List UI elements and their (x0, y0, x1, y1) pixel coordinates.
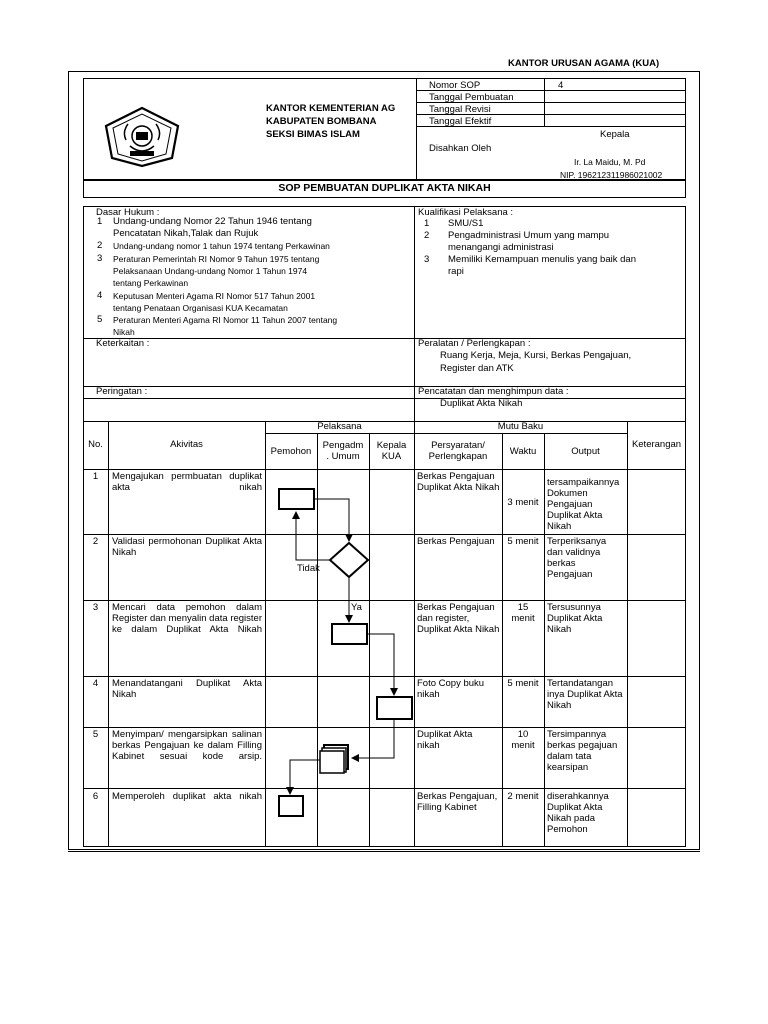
kualifikasi-no: 1 (424, 218, 430, 229)
tanggal-revisi-label: Tanggal Revisi (429, 104, 491, 115)
row-output: diserahkannya Duplikat Akta Nikah pada Pemohon (547, 791, 609, 835)
row-activity: Menyimpan/ mengarsipkan salinan berkas Pengajuan ke dalam Filling Kabinet sesuai kode arsip. (112, 729, 262, 762)
flow-label-tidak: Tidak (297, 563, 320, 574)
header-output: Output (571, 446, 600, 457)
dasar-line: Pelaksanaan Undang-undang Nomor 1 Tahun 1974 (113, 266, 308, 276)
header-persyaratan: Persyaratan/ (431, 440, 485, 451)
nomor-sop-value: 4 (558, 80, 564, 91)
row-time: 10 menit (511, 729, 535, 751)
header-waktu: Waktu (509, 446, 537, 457)
peralatan-line2: Register dan ATK (440, 363, 514, 374)
flow-arrow (314, 499, 349, 541)
dasar-line: tentang Perkawinan (113, 278, 189, 288)
flow-arrow (290, 760, 320, 794)
row-requirements: Berkas Pengajuan (417, 536, 495, 547)
row-output: tersampaikannya Dokumen Pengajuan Duplikat Akta Nikah (547, 477, 620, 532)
dasar-line: Keputusan Menteri Agama RI Nomor 517 Tahun 2001 (113, 291, 316, 301)
dasar-line: Undang-undang Nomor 22 Tahun 1946 tentang (113, 216, 312, 227)
office-header: KANTOR URUSAN AGAMA (KUA) (508, 58, 660, 69)
row-requirements: Berkas Pengajuan dan register, Duplikat Akta Nikah (417, 602, 500, 635)
header-kepala: Kepala (376, 440, 407, 451)
flow-arrow (367, 634, 394, 695)
dasar-hukum-label: Dasar Hukum : (96, 207, 160, 218)
row-no: 1 (92, 471, 99, 482)
row-time: 5 menit (507, 536, 539, 547)
dasar-no: 5 (97, 314, 103, 325)
signer-name: Ir. La Maidu, M. Pd (574, 157, 646, 167)
sop-title: SOP PEMBUATAN DUPLIKAT AKTA NIKAH (278, 182, 491, 194)
row-no: 5 (92, 729, 99, 740)
row-activity: Mencari data pemohon dalam Register dan menyalin data register ke dalam Duplikat Akta Nikah (112, 602, 262, 635)
disahkan-label: Disahkan Oleh (429, 143, 492, 154)
flow-decision-diamond (330, 543, 368, 577)
kualifikasi-line: menangangi administrasi (448, 242, 554, 253)
institution-line1: KANTOR KEMENTERIAN AG (266, 103, 396, 114)
signer-nip: NIP. 196212311986021002 (560, 170, 663, 180)
pencatatan-label: Pencatatan dan menghimpun data : (418, 386, 569, 397)
kualifikasi-line: rapi (448, 266, 464, 277)
flow-step-6-box (279, 796, 303, 816)
header-no: No. (88, 439, 103, 450)
row-activity: Memperoleh duplikat akta nikah (112, 791, 262, 802)
row-requirements: Berkas Pengajuan Duplikat Akta Nikah (417, 471, 500, 493)
header-keterangan: Keterangan (631, 439, 682, 450)
row-time: 3 menit (507, 497, 539, 508)
dasar-line: Nikah (113, 327, 135, 337)
row-no: 3 (92, 602, 99, 613)
dasar-line: Peraturan Menteri Agama RI Nomor 11 Tahun 2007 tentang (113, 315, 338, 325)
header-kepala-2: KUA (381, 451, 402, 462)
row-no: 6 (92, 791, 99, 802)
keterkaitan-label: Keterkaitan : (96, 338, 150, 349)
kualifikasi-no: 3 (424, 254, 430, 265)
kualifikasi-no: 2 (424, 230, 430, 241)
dasar-line: Undang-undang nomor 1 tahun 1974 tentang Perkawinan (113, 241, 330, 251)
row-output: Tersimpannya berkas pegajuan dalam tata kearsipan (547, 729, 618, 773)
row-requirements: Foto Copy buku nikah (417, 678, 485, 700)
row-time: 15 menit (511, 602, 535, 624)
row-output: Tersusunnya Duplikat Akta Nikah (547, 602, 603, 635)
header-mutu-baku: Mutu Baku (497, 421, 544, 432)
header-pengadm-2: . Umum (326, 451, 360, 462)
row-no: 4 (92, 678, 99, 689)
flow-label-ya: Ya (351, 602, 362, 613)
kualifikasi-label: Kualifikasi Pelaksana : (418, 207, 514, 218)
flow-step-4-box (377, 697, 412, 719)
flow-arrow (296, 512, 330, 560)
dasar-no: 3 (97, 253, 103, 264)
tanggal-pembuatan-label: Tanggal Pembuatan (429, 92, 514, 103)
row-activity: Menandatangani Duplikat Akta Nikah (112, 678, 262, 700)
header-aktivitas: Akivitas (170, 439, 203, 450)
dasar-line: tentang Penataan Organisasi KUA Kecamatan (113, 303, 288, 313)
dasar-no: 2 (97, 240, 103, 251)
tanggal-efektif-label: Tanggal Efektif (429, 116, 492, 127)
header-pelaksana: Pelaksana (317, 421, 362, 432)
kepala-label: Kepala (600, 129, 630, 140)
row-output: Terperiksanya dan validnya berkas Pengajuan (547, 536, 607, 580)
flow-arrow (352, 719, 394, 758)
row-time: 2 menit (507, 791, 539, 802)
header-pemohon: Pemohon (270, 446, 312, 457)
row-requirements: Berkas Pengajuan, Filling Kabinet (417, 791, 498, 813)
institution-line2: KABUPATEN BOMBANA (266, 116, 377, 127)
kualifikasi-line: Pengadministrasi Umum yang mampu (448, 230, 610, 241)
dasar-no: 1 (97, 216, 103, 227)
row-requirements: Duplikat Akta nikah (417, 729, 473, 751)
row-no: 2 (92, 536, 99, 547)
nomor-sop-label: Nomor SOP (429, 80, 481, 91)
peringatan-label: Peringatan : (96, 386, 148, 397)
flow-step-1-box (279, 489, 314, 509)
kualifikasi-line: Memiliki Kemampuan menulis yang baik dan (448, 254, 636, 265)
flow-step-3-box (332, 624, 367, 644)
dasar-no: 4 (97, 290, 103, 301)
row-time: 5 menit (507, 678, 539, 689)
institution-line3: SEKSI BIMAS ISLAM (266, 129, 360, 140)
dasar-line: Pencatatan Nikah,Talak dan Rujuk (113, 228, 259, 239)
dasar-line: Peraturan Pemerintah RI Nomor 9 Tahun 1975 tentang (113, 254, 320, 264)
row-output: Tertandatangan inya Duplikat Akta Nikah (547, 678, 623, 711)
row-activity: Mengajukan permbuatan duplikat akta nikah (112, 471, 262, 493)
header-pengadm: Pengadm (322, 440, 364, 451)
row-activity: Validasi permohonan Duplikat Akta Nikah (112, 536, 262, 558)
peralatan-line1: Ruang Kerja, Meja, Kursi, Berkas Pengajuan, (440, 350, 632, 361)
kualifikasi-line: SMU/S1 (448, 218, 484, 229)
header-persyaratan-2: Perlengkapan (428, 451, 488, 462)
peralatan-label: Peralatan / Perlengkapan : (418, 338, 531, 349)
pencatatan-value: Duplikat Akta Nikah (440, 398, 523, 409)
